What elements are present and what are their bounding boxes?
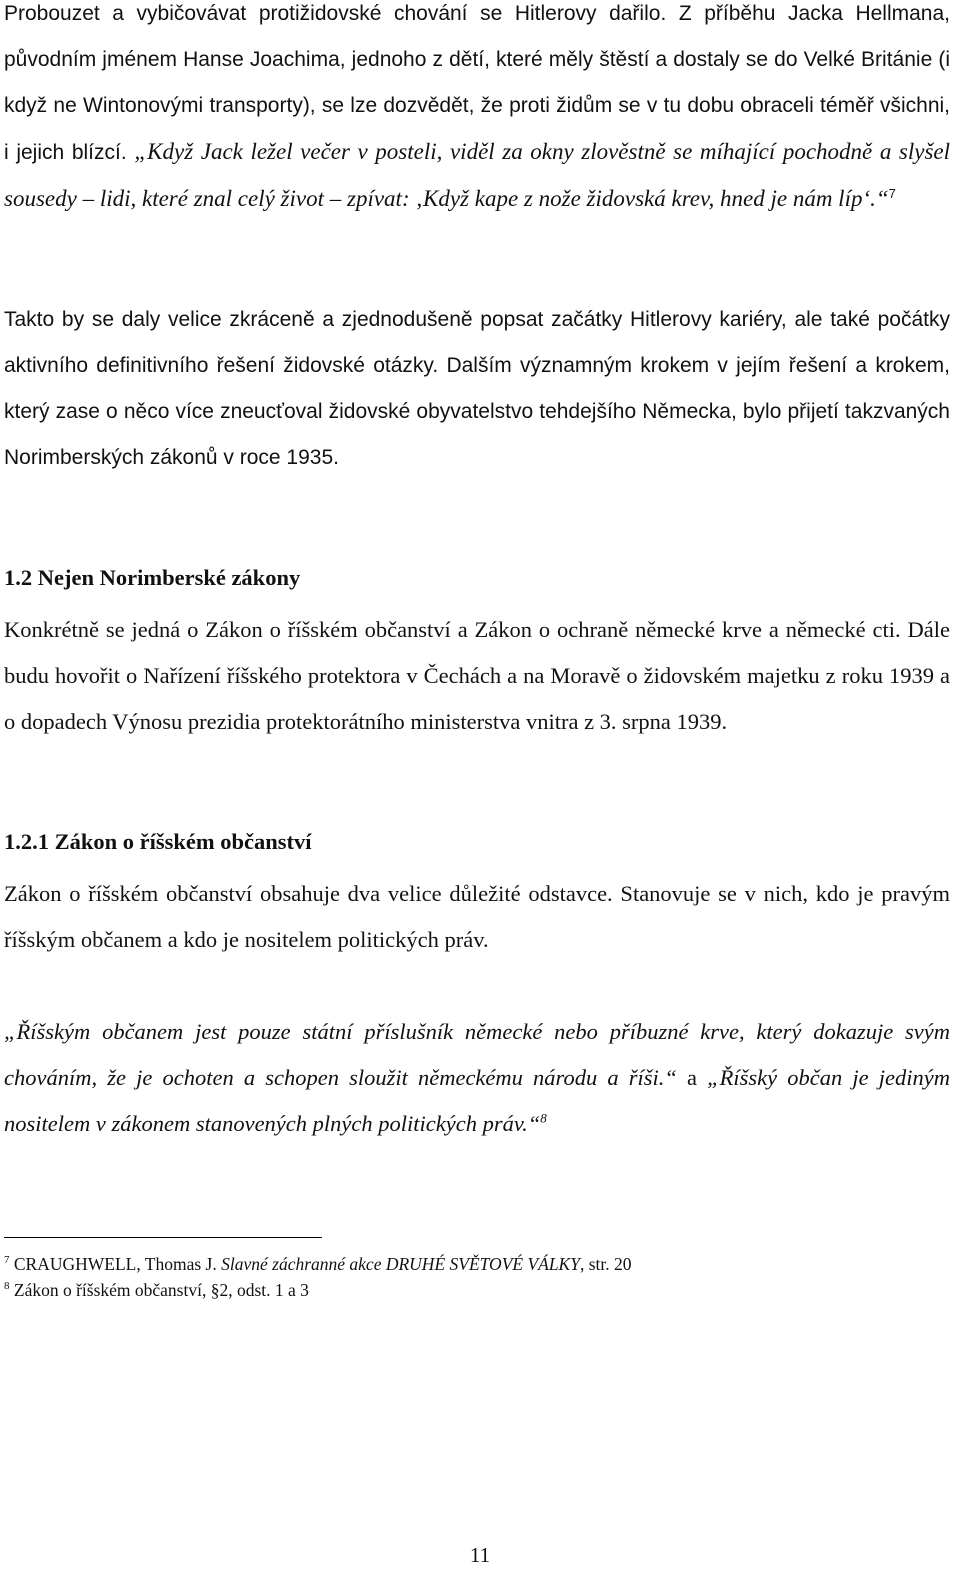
footnote-8-number: 8 xyxy=(4,1280,10,1293)
heading-nejen-norimberske-zakony: 1.2 Nejen Norimberské zákony xyxy=(4,565,301,590)
footnote-7-title: Slavné záchranné akce DRUHÉ SVĚTOVÉ VÁLKY xyxy=(221,1254,580,1274)
footnote-separator xyxy=(4,1237,322,1238)
paragraph-hellman-story xyxy=(4,0,950,223)
law-quote-connector: a xyxy=(676,1065,708,1090)
law-quote-2: „Říšský občan je jediným nositelem v zákonem stanovených plných politických práv.“ xyxy=(4,1065,950,1136)
paragraph-hellman-text: Probouzet a vybičovávat protižidovské chování se Hitlerovy dařilo. Z příběhu Jacka Hellmana, původním jménem Hanse Joachima, jednoho z dětí, které měly štěstí a dostaly se do Velké Británie (i když ne Wintonovými transporty), se lze dozvědět, že proti židům se v tu dobu obraceli téměř všichni, i jejich blízcí. xyxy=(4,2,950,164)
footnote-7-pages: , str. 20 xyxy=(579,1254,632,1274)
paragraph-citizenship-law: Zákon o říšském občanství obsahuje dva velice důležité odstavce. Stanovuje se v nich, kdo je pravým říšským občanem a kdo je nositelem politických práv. xyxy=(4,881,950,952)
footnote-7-number: 7 xyxy=(4,1254,10,1267)
footnote-ref-7: 7 xyxy=(888,186,896,201)
paragraph-law-quotes xyxy=(4,1009,950,1147)
page-number: 11 xyxy=(469,1543,491,1567)
paragraph-hitler-career: Takto by se daly velice zkráceně a zjednodušeně popsat začátky Hitlerovy kariéry, ale také počátky aktivního definitivního řešení židovské otázky. Dalším významným krokem v jejím řešení a krokem, který zase o něco více zneucťoval židovské obyvatelstvo tehdejšího Německa, bylo přijetí takzvaných Norimberských zákonů v roce 1935. xyxy=(4,308,950,469)
paragraph-laws-overview: Konkrétně se jedná o Zákon o říšském občanství a Zákon o ochraně německé krve a německé cti. Dále budu hovořit o Nařízení říšského protektora v Čechách a na Moravě o židovském majetku z roku 1939 a o dopadech Výnosu prezidia protektorátního ministerstva vnitra z 3. srpna 1939. xyxy=(4,617,950,734)
footnote-7 xyxy=(4,1252,632,1276)
footnote-7-author: CRAUGHWELL, Thomas J. xyxy=(13,1254,217,1274)
hellman-quote: „Když Jack ležel večer v posteli, viděl za okny zlověstně se míhající pochodně a slyšel sousedy – lidi, které znal celý život – zpívat: ‚Když kape z nože židovská krev, hned je nám líp‘.“ xyxy=(4,139,950,211)
footnote-8-text: Zákon o říšském občanství, §2, odst. 1 a 3 xyxy=(13,1280,309,1300)
footnote-ref-8: 8 xyxy=(540,1110,547,1126)
footnote-8 xyxy=(4,1278,309,1302)
law-quote-1: „Říšským občanem jest pouze státní příslušník německé nebo příbuzné krve, který dokazuje svým chováním, že je ochoten a schopen sloužit německému národu a říši.“ xyxy=(4,1019,950,1090)
heading-zakon-o-risskem-obcanstvi: 1.2.1 Zákon o říšském občanství xyxy=(4,829,312,854)
